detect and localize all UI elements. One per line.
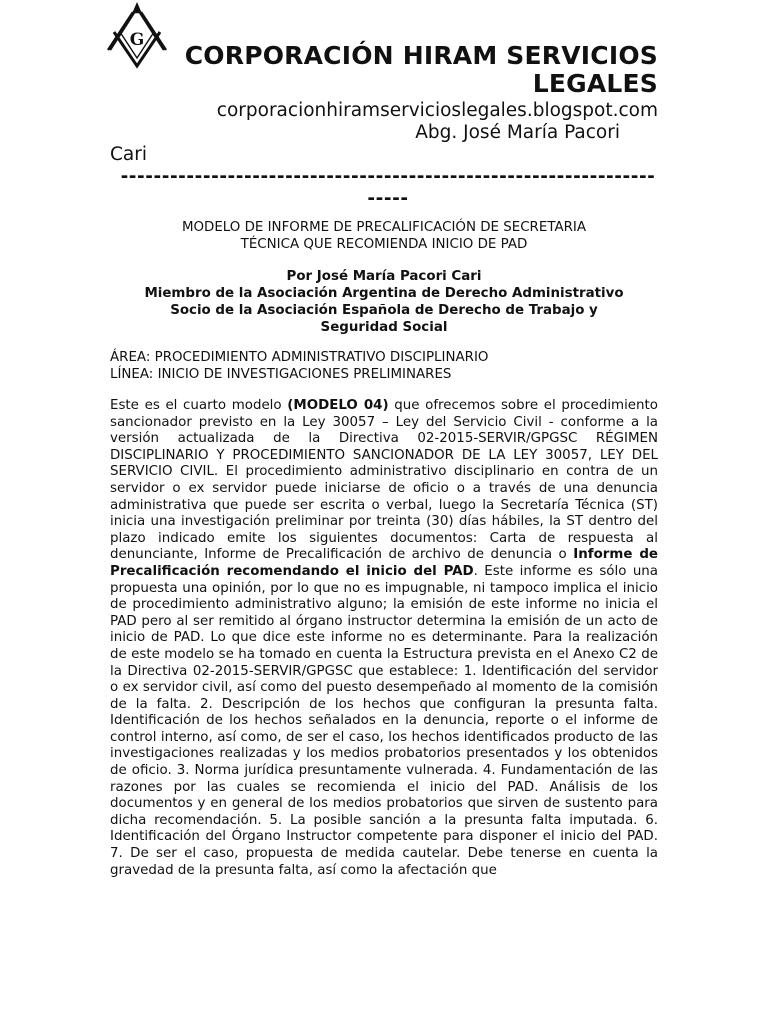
- classification: [110, 349, 658, 383]
- masonic-square-compass-icon: [104, 2, 170, 72]
- byline-author: Por José María Pacori Cari: [286, 269, 482, 284]
- byline-partner-line-1: Socio de la Asociación Española de Derecho de Trabajo y: [170, 303, 598, 318]
- line-label: LÍNEA: INICIO DE INVESTIGACIONES PRELIMINARES: [110, 367, 452, 382]
- org-name: CORPORACIÓN HIRAM SERVICIOS LEGALES: [184, 41, 658, 98]
- byline: [110, 268, 658, 336]
- model-number-bold: (MODELO 04): [287, 398, 389, 413]
- body-text-1: Este es el cuarto modelo: [110, 398, 288, 413]
- area-label: ÁREA: PROCEDIMIENTO ADMINISTRATIVO DISCIPLINARIO: [110, 350, 489, 365]
- byline-membership: Miembro de la Asociación Argentina de Derecho Administrativo: [144, 286, 624, 301]
- title-line-1: MODELO DE INFORME DE PRECALIFICACIÓN DE SECRETARIA: [181, 220, 587, 235]
- report-name-bold: Informe de Precalificación recomendando el inicio del PAD: [110, 547, 658, 579]
- logo-letter: G: [129, 30, 145, 50]
- author-name-continued: Cari: [110, 144, 147, 165]
- byline-partner-line-2: Seguridad Social: [320, 320, 448, 335]
- title-line-2: TÉCNICA QUE RECOMIENDA INICIO DE PAD: [240, 237, 528, 252]
- blog-url[interactable]: corporacionhiramservicioslegales.blogspot.com: [216, 100, 658, 121]
- body-text-2: que ofrecemos sobre el procedimiento sancionador previsto en la Ley 30057 – Ley del Servicio Civil - conforme a la versión actualizada de la Directiva 02-2015-SERVIR/GPGSC RÉGIMEN DISCIPLINARIO Y PROCEDIMIENTO SANCIONADOR DE LA LEY 30057, LEY DEL SERVICIO CIVIL. El procedimiento administrativo disciplinario en contra de un servidor o ex servidor puede iniciarse de oficio o a través de una denuncia administrativa que puede ser escrita o verbal, luego la Secretaría Técnica (ST) inicia una investigación preliminar por treinta (30) días hábiles, la ST dentro del plazo indicado emite los siguientes documentos: Carta de respuesta al denunciante, Informe de Precalificación de archivo de denuncia o: [110, 398, 658, 563]
- body-paragraph: [110, 398, 658, 879]
- author-name: Abg. José María Pacori: [415, 122, 620, 143]
- separator-line: ----------------------------------------------------------------------: [120, 166, 656, 209]
- body-text-3: . Este informe es sólo una propuesta una opinión, por lo que no es impugnable, ni tampoco implica el inicio de procedimiento administrativo alguno; la emisión de este informe no inicia el PAD pero al ser remitido al órgano instructor determina la emisión de un acto de inicio de PAD. Lo que dice este informe no es determinante. Para la realización de este modelo se ha tomado en cuenta la Estructura prevista en el Anexo C2 de la Directiva 02-2015-SERVIR/GPGSC que establece: 1. Identificación del servidor o ex servidor civil, así como del puesto desempeñado al momento de la comisión de la falta. 2. Descripción de los hechos que configuran la presunta falta. Identificación de los hechos señalados en la denuncia, reporte o el informe de control interno, así como, de ser el caso, los hechos identificados producto de las investigaciones realizadas y los medios probatorios presentados y los obtenidos de oficio. 3. Norma jurídica presuntamente vulnerada. 4. Fundamentación de las razones por las cuales se recomienda el inicio del PAD. Análisis de los documentos y en general de los medios probatorios que sirven de sustento para dicha recomendación. 5. La posible sanción a la presunta falta imputada. 6. Identificación del Órgano Instructor competente para disponer el inicio del PAD. 7. De ser el caso, propuesta de medida cautelar. Debe tenerse en cuenta la gravedad de la presunta falta, así como la afectación que: [110, 563, 658, 878]
- document-title: [110, 219, 658, 253]
